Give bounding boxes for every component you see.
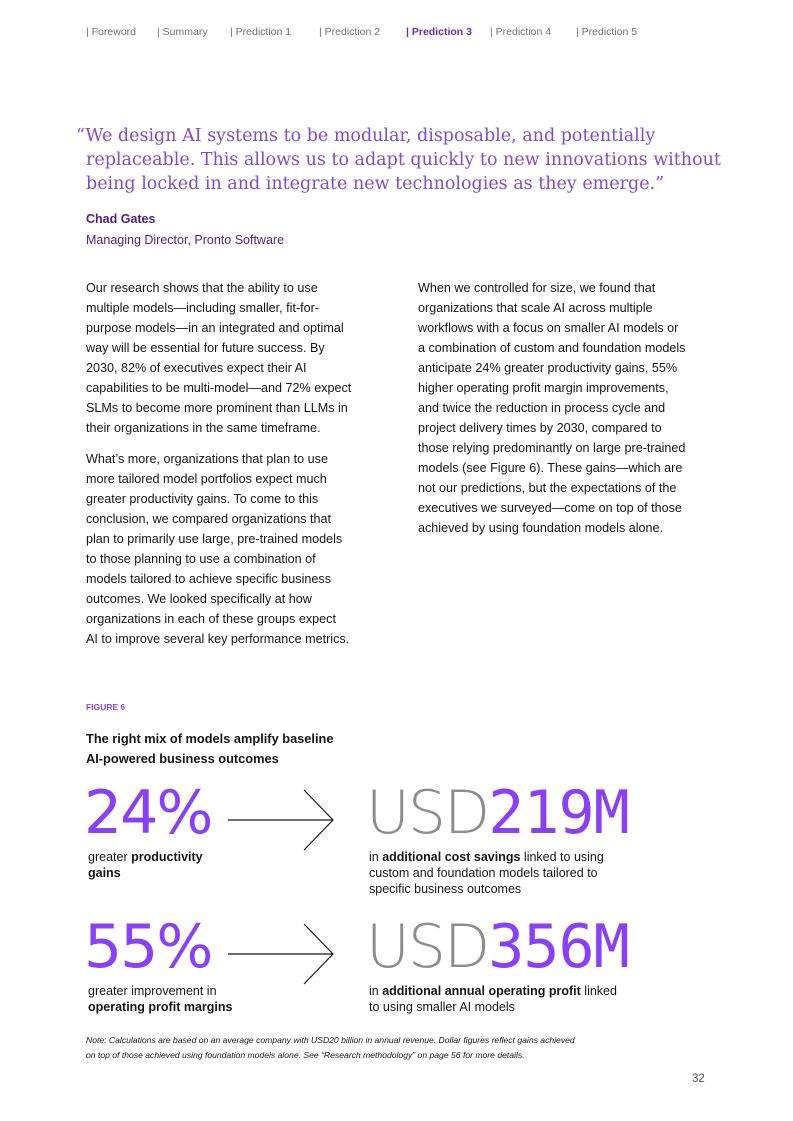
- text-line: models tailored to achieve specific business: [86, 572, 332, 586]
- nav-item-prediction-3[interactable]: | Prediction 3: [406, 26, 472, 38]
- desc-text: to using smaller AI models: [369, 1000, 515, 1014]
- text-line: 2030, 82% of executives expect their AI: [86, 361, 307, 375]
- amount-operating-profit-description: [369, 983, 617, 1015]
- quote-line: replaceable. This allows us to adapt quickly to new innovations without: [86, 150, 721, 170]
- stat-productivity: 24%: [84, 778, 212, 848]
- nav-item-prediction-4[interactable]: | Prediction 4: [490, 26, 552, 38]
- text-line: capabilities to be multi-model—and 72% expect: [86, 381, 352, 395]
- text-line: Our research shows that the ability to use: [86, 281, 318, 295]
- desc-bold: gains: [88, 866, 121, 880]
- figure-title-line: The right mix of models amplify baseline: [86, 731, 334, 746]
- text-line: executives we surveyed—come on top of those: [418, 501, 682, 515]
- text-line: project delivery times by 2030, compared to: [418, 421, 662, 435]
- text-line: plan to primarily use large, pre-trained models: [86, 532, 343, 546]
- amount-cost-savings: [366, 778, 629, 848]
- text-line: purpose models—in an integrated and optimal: [86, 321, 344, 335]
- quote-line: being locked in and integrate new technologies as they emerge.”: [86, 174, 665, 194]
- text-line: AI to improve several key performance metrics.: [86, 632, 350, 646]
- amount-value: 356M: [488, 912, 629, 982]
- text-line: their organizations in the same timeframe.: [86, 421, 321, 435]
- desc-text: specific business outcomes: [369, 882, 522, 896]
- desc-text: in: [369, 984, 383, 998]
- stat-productivity-description: [88, 849, 203, 881]
- arrow-right-icon: [228, 922, 338, 986]
- nav-item-foreword[interactable]: | Foreword: [86, 26, 136, 38]
- desc-text: linked: [580, 984, 617, 998]
- text-line: way will be essential for future success. By: [86, 341, 325, 355]
- amount-operating-profit: [366, 912, 629, 982]
- desc-bold: operating profit margins: [88, 1000, 233, 1014]
- desc-text: linked to using: [520, 850, 604, 864]
- paragraph: [86, 278, 386, 438]
- currency-label: USD: [366, 778, 489, 848]
- text-line: more tailored model portfolios expect much: [86, 472, 327, 486]
- desc-bold: additional cost savings: [382, 850, 521, 864]
- stat-operating-profit-margins: 55%: [84, 912, 212, 982]
- figure-label: FIGURE 6: [86, 702, 126, 712]
- nav-item-prediction-1[interactable]: | Prediction 1: [230, 26, 292, 38]
- text-line: workflows with a focus on smaller AI models or: [418, 321, 679, 335]
- text-line: organizations that scale AI across multiple: [418, 301, 653, 315]
- desc-text: custom and foundation models tailored to: [369, 866, 598, 880]
- note-line: on top of those achieved using foundation models alone. See “Research methodology” on page 56 for more details.: [86, 1050, 525, 1060]
- text-line: What’s more, organizations that plan to use: [86, 452, 328, 466]
- paragraph: [418, 278, 718, 538]
- amount-value: 219M: [488, 778, 629, 848]
- figure-title-line: AI-powered business outcomes: [86, 751, 279, 766]
- text-line: achieved by using foundation models alone.: [418, 521, 664, 535]
- page-number: 32: [692, 1073, 705, 1085]
- desc-bold: productivity: [131, 850, 203, 864]
- nav-item-summary[interactable]: | Summary: [157, 26, 208, 38]
- text-line: multiple models—including smaller, fit-for-: [86, 301, 320, 315]
- nav-item-prediction-2[interactable]: | Prediction 2: [319, 26, 381, 38]
- text-line: a combination of custom and foundation models: [418, 341, 686, 355]
- arrow-right-icon: [228, 788, 338, 852]
- text-line: higher operating profit margin improvements,: [418, 381, 669, 395]
- text-line: not our predictions, but the expectations of the: [418, 481, 677, 495]
- desc-text: greater: [88, 850, 132, 864]
- desc-text: in: [369, 850, 383, 864]
- figure-title: [86, 729, 333, 769]
- currency-label: USD: [366, 912, 489, 982]
- text-line: outcomes. We looked specifically at how: [86, 592, 312, 606]
- text-line: those relying predominantly on large pre-trained: [418, 441, 686, 455]
- text-line: to those planning to use a combination of: [86, 552, 316, 566]
- nav-item-prediction-5[interactable]: | Prediction 5: [576, 26, 638, 38]
- desc-bold: additional annual operating profit: [382, 984, 581, 998]
- desc-text: greater improvement in: [88, 984, 217, 998]
- text-line: greater productivity gains. To come to this: [86, 492, 319, 506]
- note-line: Note: Calculations are based on an average company with USD20 billion in annual revenue. Dollar figures reflect gains achieved: [86, 1035, 575, 1045]
- text-line: When we controlled for size, we found that: [418, 281, 656, 295]
- text-line: anticipate 24% greater productivity gains, 55%: [418, 361, 678, 375]
- text-line: organizations in each of these groups expect: [86, 612, 336, 626]
- quote-author-role: Managing Director, Pronto Software: [86, 233, 285, 247]
- paragraph: [86, 449, 386, 649]
- quote-line: “We design AI systems to be modular, disposable, and potentially: [76, 126, 656, 146]
- text-line: models (see Figure 6). These gains—which are: [418, 461, 683, 475]
- quote-author: Chad Gates: [86, 212, 156, 226]
- text-line: conclusion, we compared organizations that: [86, 512, 332, 526]
- amount-cost-savings-description: [369, 849, 604, 897]
- figure-note: [86, 1033, 575, 1063]
- body-column-left: [86, 278, 386, 660]
- stat-operating-profit-margins-description: [88, 983, 232, 1015]
- text-line: and twice the reduction in process cycle and: [418, 401, 666, 415]
- body-column-right: [418, 278, 718, 549]
- text-line: SLMs to become more prominent than LLMs in: [86, 401, 348, 415]
- pull-quote: [76, 124, 721, 196]
